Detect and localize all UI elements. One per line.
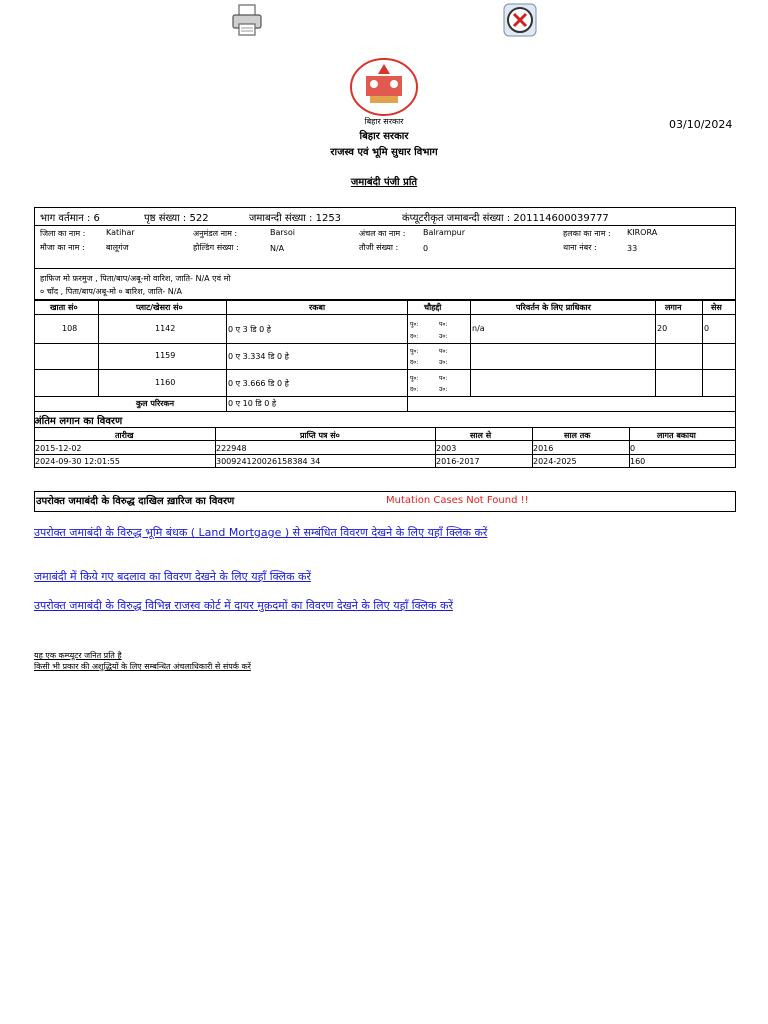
header-authority: परिवर्तन के लिए प्राधिकार — [516, 303, 591, 312]
lagan-header-to-year: साल तक — [564, 431, 591, 440]
lagan-row-to-year: 2016 — [533, 444, 554, 453]
table-row-plot: 1159 — [155, 351, 176, 360]
divider — [34, 268, 736, 269]
owner-line-2: ० चाँद , पिता/बाप/अबू-मो ० बारिश, जाति- N/A — [40, 287, 182, 296]
thana-label: थाना नंबर : — [563, 243, 597, 252]
table-row-rakba: 0 ए 3 डि 0 हे — [228, 325, 272, 334]
anchal-value: Balrampur — [423, 228, 466, 237]
chauhaddi-west: प०: — [439, 348, 448, 355]
chauhaddi-west: प०: — [439, 321, 448, 328]
mutation-status: Mutation Cases Not Found !! — [386, 495, 529, 506]
header-lagan: लगान — [665, 303, 682, 312]
lagan-header-date: तारीख — [115, 431, 134, 440]
header-khata: खाता सं० — [50, 303, 78, 312]
chauhaddi-south: द०: — [410, 359, 419, 366]
chauhaddi-west: प०: — [439, 375, 448, 382]
print-button[interactable] — [230, 2, 264, 38]
table-row-lagan: 20 — [657, 324, 668, 333]
table-row-plot: 1142 — [155, 324, 176, 333]
divider — [34, 225, 736, 226]
close-circle-icon — [503, 2, 537, 38]
district-value: Katihar — [106, 228, 135, 237]
tauji-label: तौजी संख्या : — [359, 243, 399, 252]
holding-label: होल्डिंग संख्या : — [193, 243, 239, 252]
chauhaddi-north: पु०: — [410, 375, 419, 382]
jamabandi-number: जमाबन्दी संख्या : 1253 — [249, 213, 342, 224]
lagan-row-to-year: 2024-2025 — [533, 457, 577, 466]
header-ses: सेस — [711, 303, 722, 312]
mauja-value: बालूगंज — [106, 243, 129, 252]
owner-line-1: हाफिज मो फ़रमुज , पिता/बाप/अबू-मो वारिश, जाति- N/A एवं मो — [40, 274, 231, 283]
chauhaddi-north: पु०: — [410, 348, 419, 355]
department-name: राजस्व एवं भूमि सुधार विभाग — [330, 147, 438, 158]
lagan-row-receipt: 300924120026158384 34 — [216, 457, 321, 466]
holding-value: N/A — [270, 244, 285, 253]
table-row-authority: n/a — [472, 324, 485, 333]
plot-table-grid — [34, 299, 738, 413]
seal-caption: बिहार सरकार — [364, 117, 404, 126]
revenue-court-cases-link[interactable]: उपरोक्त जमाबंदी के विरुद्ध विभिन्न राजस्व कोर्ट में दायर मुक़दमों का विवरण देखने के लिए यहाँ क्लिक करें — [34, 599, 453, 612]
bihar-seal-logo — [350, 58, 418, 116]
table-row-plot: 1160 — [155, 378, 176, 387]
subdivision-label: अनुमंडल नाम : — [193, 229, 238, 238]
halka-label: हलका का नाम : — [563, 229, 611, 238]
prishth-label: पृष्ठ संख्या : 522 — [144, 213, 209, 224]
lagan-section-title: अंतिम लगान का विवरण — [34, 416, 123, 427]
government-name: बिहार सरकार — [359, 131, 409, 142]
table-row-ses: 0 — [704, 324, 710, 333]
lagan-row-date: 2015-12-02 — [35, 444, 82, 453]
table-row-khata: 108 — [62, 324, 78, 333]
close-button[interactable] — [503, 2, 537, 38]
header-rakba: रकबा — [309, 303, 326, 312]
mutation-label: उपरोक्त जमाबंदी के विरुद्ध दाखिल ख़ारिज का विवरण — [36, 496, 235, 507]
table-row-rakba: 0 ए 3.666 डि 0 हे — [228, 379, 289, 388]
tauji-value: 0 — [423, 244, 429, 253]
chauhaddi-north: पु०: — [410, 321, 419, 328]
chauhaddi-south: द०: — [410, 386, 419, 393]
chauhaddi-south: द०: — [410, 333, 419, 340]
lagan-header-from-year: साल से — [470, 431, 492, 440]
halka-value: KIRORA — [627, 228, 658, 237]
lagan-header-receipt: प्राप्ति पत्र सं० — [300, 431, 340, 440]
lagan-header-due: लागत बकाया — [657, 431, 696, 440]
chauhaddi-east: उ०: — [439, 359, 448, 366]
district-label: जिला का नाम : — [40, 229, 86, 238]
total-label: कुल परिरकन — [136, 399, 175, 408]
chauhaddi-east: उ०: — [439, 333, 448, 340]
computer-generated-note: यह एक कम्प्यूटर जनित प्रति है — [34, 651, 122, 660]
subdivision-value: Barsoi — [270, 228, 295, 237]
lagan-row-from-year: 2003 — [436, 444, 457, 453]
chauhaddi-east: उ०: — [439, 386, 448, 393]
printer-icon — [230, 2, 264, 38]
print-date: 03/10/2024 — [669, 118, 733, 131]
thana-value: 33 — [627, 244, 638, 253]
bhag-label: भाग वर्तमान : 6 — [40, 213, 100, 224]
jamabandi-changes-link[interactable]: जमाबंदी में किये गए बदलाव का विवरण देखने के लिए यहाँ क्लिक करें — [34, 570, 311, 583]
land-mortgage-link[interactable]: उपरोक्त जमाबंदी के विरुद्ध भूमि बंधक ( Land Mortgage ) से सम्बंधित विवरण देखने के लिए यहाँ क्लिक करें — [34, 526, 488, 539]
page-title: जमाबंदी पंजी प्रति — [350, 177, 418, 188]
anchal-label: अंचल का नाम : — [359, 229, 406, 238]
computer-jamabandi-number: कंप्यूटरीकृत जमाबन्दी संख्या : 201114600039777 — [402, 213, 609, 224]
header-plot: प्लाट/खेसरा सं० — [136, 303, 183, 312]
lagan-row-from-year: 2016-2017 — [436, 457, 480, 466]
mauja-label: मौजा का नाम : — [40, 243, 85, 252]
lagan-row-date: 2024-09-30 12:01:55 — [35, 457, 120, 466]
table-row-rakba: 0 ए 3.334 डि 0 हे — [228, 352, 289, 361]
lagan-row-due: 0 — [630, 444, 636, 453]
total-rakba: 0 ए 10 डि 0 हे — [228, 399, 277, 408]
header-chauhaddi: चौहद्दी — [424, 303, 442, 312]
lagan-row-due: 160 — [630, 457, 646, 466]
contact-officer-note: किसी भी प्रकार की अशुद्धियों के लिए सम्बन्धित अंचलाधिकारी से संपर्क करें — [34, 662, 251, 671]
lagan-row-receipt: 222948 — [216, 444, 247, 453]
